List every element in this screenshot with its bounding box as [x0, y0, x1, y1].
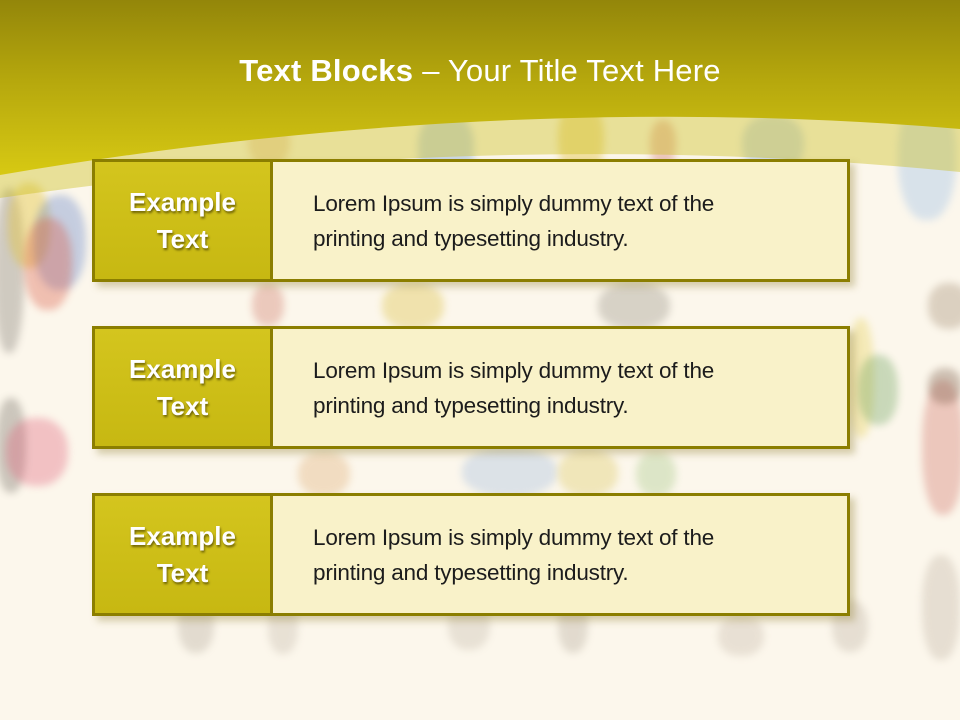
bg-shopping-bag	[24, 218, 72, 310]
text-block-3	[92, 493, 850, 616]
text-blocks	[92, 159, 850, 660]
text-block-1-body: Lorem Ipsum is simply dummy text of the printing and typesetting industry.	[313, 190, 715, 251]
title-emphasis: Text Blocks	[239, 53, 414, 88]
text-block-3-label: Example Text	[95, 496, 273, 613]
text-block-2	[92, 326, 850, 449]
bg-shopping-bag	[858, 355, 898, 425]
bg-legs	[928, 283, 960, 329]
slide-title	[0, 53, 960, 89]
text-block-2-body: Lorem Ipsum is simply dummy text of the printing and typesetting industry.	[313, 357, 715, 418]
title-rest: – Your Title Text Here	[422, 53, 721, 88]
text-block-3-panel	[273, 496, 847, 613]
bg-figure	[928, 368, 960, 404]
text-block-1	[92, 159, 850, 282]
text-block-3-body: Lorem Ipsum is simply dummy text of the printing and typesetting industry.	[313, 524, 715, 585]
bg-legs	[922, 555, 960, 660]
text-block-2-panel	[273, 329, 847, 446]
text-block-2-label: Example Text	[95, 329, 273, 446]
text-block-1-panel	[273, 162, 847, 279]
text-block-1-label: Example Text	[95, 162, 273, 279]
bg-shopping-bag	[6, 418, 68, 486]
